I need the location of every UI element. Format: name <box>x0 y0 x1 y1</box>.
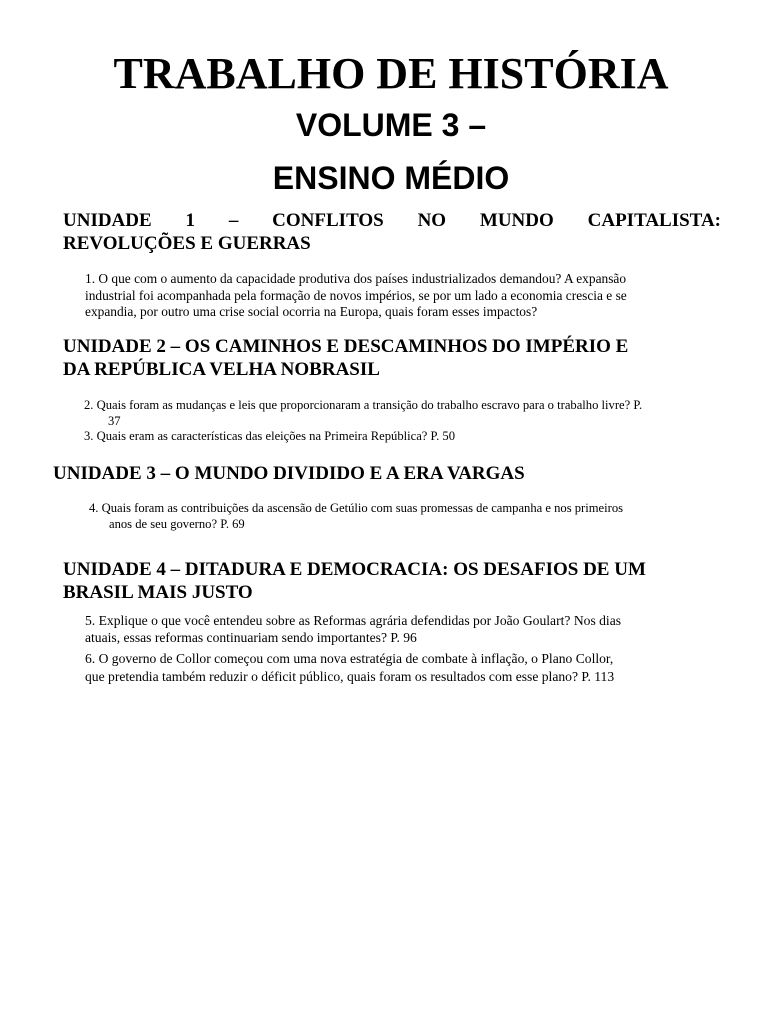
level-subtitle: ENSINO MÉDIO <box>272 160 510 196</box>
question-2 <box>84 398 724 429</box>
question-4-line: anos de seu governo? P. 69 <box>109 516 245 531</box>
unit-4-heading-line2: BRASIL MAIS JUSTO <box>63 582 253 603</box>
unit-1-word: MUNDO <box>479 210 554 231</box>
question-1 <box>85 271 725 321</box>
unit-1-heading-line1 <box>63 209 721 232</box>
question-5-line: 5. Explique o que você entendeu sobre as Reformas agrária defendidas por João Goulart? Nos dias <box>85 613 622 628</box>
volume-subtitle: VOLUME 3 – <box>295 107 487 143</box>
question-1-line: expandia, por outro uma crise social ocorria na Europa, quais foram esses impactos? <box>85 304 538 319</box>
question-3-line: 3. Quais eram as características das eleições na Primeira República? P. 50 <box>84 429 456 443</box>
question-6 <box>85 650 725 685</box>
unit-4-heading <box>63 558 723 604</box>
unit-2-heading <box>63 335 723 381</box>
question-4-line: 4. Quais foram as contribuições da ascensão de Getúlio com suas promessas de campanha e nos primeiros <box>89 501 624 515</box>
question-3 <box>84 429 724 445</box>
unit-3-heading-line1: UNIDADE 3 – O MUNDO DIVIDIDO E A ERA VARGAS <box>53 463 525 484</box>
unit-1-word: CONFLITOS <box>272 210 384 231</box>
unit-1-word: CAPITALISTA: <box>587 210 721 231</box>
unit-1-heading-line2: REVOLUÇÕES E GUERRAS <box>63 233 311 254</box>
unit-1-word: – <box>228 210 239 231</box>
unit-1-word: 1 <box>185 210 196 231</box>
question-1-line: industrial foi acompanhada pela formação de novos impérios, se por um lado a economia crescia e se <box>85 287 627 303</box>
question-5-line: atuais, essas reformas continuariam sendo importantes? P. 96 <box>85 629 417 645</box>
question-6-line: 6. O governo de Collor começou com uma nova estratégia de combate à inflação, o Plano Collor, <box>85 651 614 666</box>
question-6-line: que pretendia também reduzir o déficit público, quais foram os resultados com esse plano? P. 113 <box>85 668 615 684</box>
unit-2-heading-line2: DA REPÚBLICA VELHA NOBRASIL <box>63 359 380 380</box>
question-1-line: 1. O que com o aumento da capacidade produtiva dos países industrializados demandou? A expansão <box>85 271 627 286</box>
unit-3-heading <box>53 462 733 485</box>
unit-1-word: UNIDADE <box>63 210 152 231</box>
unit-1-heading <box>63 209 721 255</box>
question-2-line: 37 <box>108 413 121 428</box>
document-title: TRABALHO DE HISTÓRIA <box>113 49 669 98</box>
question-5 <box>85 613 725 646</box>
question-4 <box>89 501 719 532</box>
unit-4-heading-line1: UNIDADE 4 – DITADURA E DEMOCRACIA: OS DESAFIOS DE UM <box>63 559 646 580</box>
unit-2-heading-line1: UNIDADE 2 – OS CAMINHOS E DESCAMINHOS DO IMPÉRIO E <box>63 336 629 357</box>
unit-1-word: NO <box>417 210 447 231</box>
question-2-line: 2. Quais foram as mudanças e leis que proporcionaram a transição do trabalho escravo para o trabalho livre? P. <box>84 398 643 412</box>
